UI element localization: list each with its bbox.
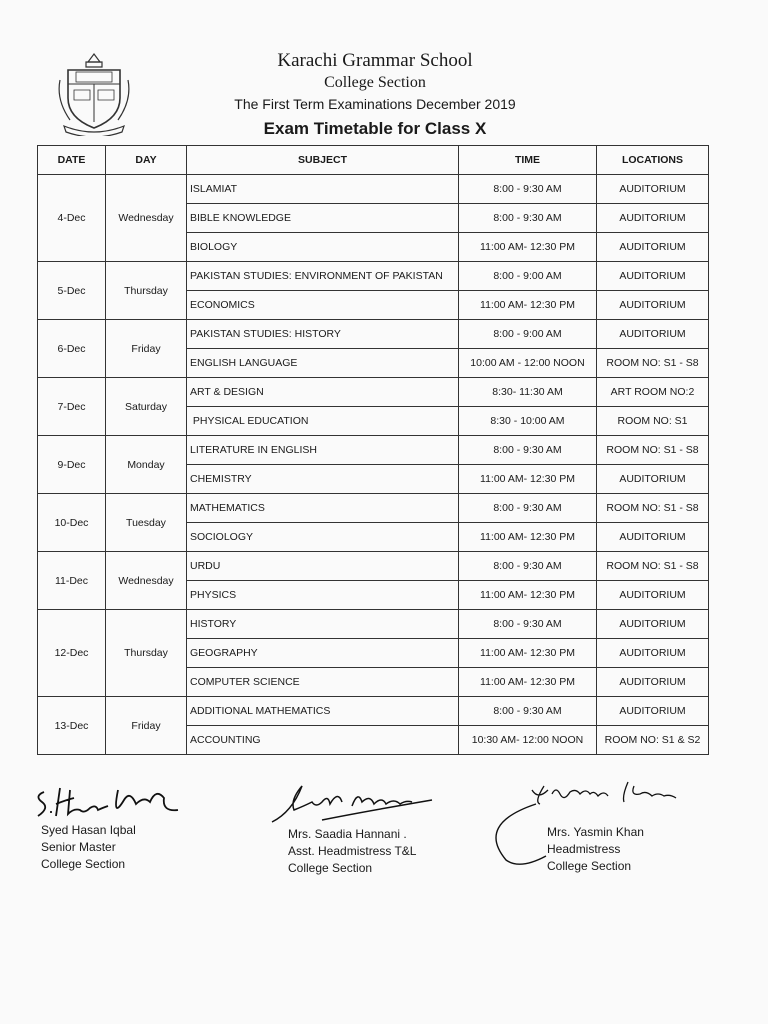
cell-time: 8:00 - 9:30 AM [459,494,597,523]
cell-subject: LITERATURE IN ENGLISH [187,436,459,465]
school-name: Karachi Grammar School [277,50,473,71]
cell-subject: URDU [187,552,459,581]
cell-subject: ART & DESIGN [187,378,459,407]
school-crest-logo [56,50,132,136]
cell-location: AUDITORIUM [597,291,709,320]
cell-location: AUDITORIUM [597,465,709,494]
cell-day: Thursday [106,610,187,697]
table-row [38,494,709,523]
cell-day: Friday [106,320,187,378]
cell-date: 5-Dec [38,262,106,320]
cell-subject: CHEMISTRY [187,465,459,494]
cell-location: ROOM NO: S1 - S8 [597,494,709,523]
cell-location: ROOM NO: S1 - S8 [597,552,709,581]
signatory-role: Asst. Headmistress T&L [288,844,417,858]
cell-day: Tuesday [106,494,187,552]
cell-location: AUDITORIUM [597,581,709,610]
cell-time: 11:00 AM- 12:30 PM [459,523,597,552]
cell-subject: COMPUTER SCIENCE [187,668,459,697]
cell-subject: PHYSICS [187,581,459,610]
cell-subject: BIBLE KNOWLEDGE [187,204,459,233]
cell-subject: PAKISTAN STUDIES: HISTORY [187,320,459,349]
page-title: Exam Timetable for Class X [263,119,487,138]
cell-date: 12-Dec [38,610,106,697]
cell-subject: ACCOUNTING [187,726,459,755]
cell-date: 7-Dec [38,378,106,436]
cell-time: 11:00 AM- 12:30 PM [459,639,597,668]
cell-time: 8:00 - 9:30 AM [459,697,597,726]
cell-location: AUDITORIUM [597,668,709,697]
signatory-dept: College Section [547,859,632,873]
cell-location: AUDITORIUM [597,233,709,262]
signatory-name: Mrs. Saadia Hannani . [288,827,407,841]
cell-location: AUDITORIUM [597,175,709,204]
cell-location: ROOM NO: S1 & S2 [597,726,709,755]
cell-location: AUDITORIUM [597,204,709,233]
cell-day: Friday [106,697,187,755]
cell-day: Saturday [106,378,187,436]
cell-time: 8:00 - 9:30 AM [459,204,597,233]
cell-subject: ENGLISH LANGUAGE [187,349,459,378]
cell-subject: MATHEMATICS [187,494,459,523]
column-header-day: DAY [106,146,187,175]
cell-time: 8:00 - 9:00 AM [459,320,597,349]
table-row [38,262,709,291]
column-header-date: DATE [38,146,106,175]
signature-hasan-iqbal [30,778,230,823]
cell-subject: ECONOMICS [187,291,459,320]
cell-time: 8:00 - 9:30 AM [459,436,597,465]
cell-subject: HISTORY [187,610,459,639]
cell-location: AUDITORIUM [597,320,709,349]
cell-time: 8:00 - 9:30 AM [459,175,597,204]
cell-subject: ADDITIONAL MATHEMATICS [187,697,459,726]
cell-date: 6-Dec [38,320,106,378]
cell-time: 8:00 - 9:30 AM [459,610,597,639]
cell-location: ART ROOM NO:2 [597,378,709,407]
signature-saadia-hannani [262,776,442,826]
signatory-dept: College Section [41,857,126,871]
cell-location: AUDITORIUM [597,639,709,668]
cell-subject: SOCIOLOGY [187,523,459,552]
cell-location: AUDITORIUM [597,262,709,291]
column-header-locations: LOCATIONS [597,146,709,175]
cell-date: 4-Dec [38,175,106,262]
signatory-headmistress [547,824,644,875]
timetable-body [38,175,709,755]
cell-time: 11:00 AM- 12:30 PM [459,233,597,262]
cell-location: ROOM NO: S1 - S8 [597,436,709,465]
cell-time: 10:30 AM- 12:00 NOON [459,726,597,755]
signatory-name: Mrs. Yasmin Khan [547,825,644,839]
table-header-row [38,146,709,175]
table-row [38,610,709,639]
signatory-role: Headmistress [547,842,621,856]
table-row [38,175,709,204]
cell-time: 10:00 AM - 12:00 NOON [459,349,597,378]
cell-day: Thursday [106,262,187,320]
cell-time: 11:00 AM- 12:30 PM [459,291,597,320]
cell-day: Monday [106,436,187,494]
cell-time: 8:00 - 9:30 AM [459,552,597,581]
school-section: College Section [324,74,426,91]
exam-term: The First Term Examinations December 2019 [234,96,516,112]
cell-date: 10-Dec [38,494,106,552]
cell-subject: BIOLOGY [187,233,459,262]
cell-subject: PAKISTAN STUDIES: ENVIRONMENT OF PAKISTAN [187,262,459,291]
cell-location: ROOM NO: S1 - S8 [597,349,709,378]
signatory-dept: College Section [288,861,373,875]
table-row [38,320,709,349]
cell-location: AUDITORIUM [597,523,709,552]
table-row [38,436,709,465]
signatory-role: Senior Master [41,840,116,854]
cell-date: 11-Dec [38,552,106,610]
signatory-senior-master [41,822,136,873]
cell-day: Wednesday [106,552,187,610]
cell-date: 9-Dec [38,436,106,494]
cell-time: 8:30- 11:30 AM [459,378,597,407]
cell-subject: PHYSICAL EDUCATION [187,407,459,436]
cell-time: 11:00 AM- 12:30 PM [459,668,597,697]
cell-time: 11:00 AM- 12:30 PM [459,581,597,610]
table-row [38,697,709,726]
cell-subject: ISLAMIAT [187,175,459,204]
cell-time: 8:30 - 10:00 AM [459,407,597,436]
column-header-subject: SUBJECT [187,146,459,175]
cell-time: 8:00 - 9:00 AM [459,262,597,291]
cell-location: AUDITORIUM [597,610,709,639]
signatory-asst-headmistress [288,826,416,877]
cell-location: AUDITORIUM [597,697,709,726]
cell-subject: GEOGRAPHY [187,639,459,668]
exam-timetable [37,145,709,755]
cell-location: ROOM NO: S1 [597,407,709,436]
cell-time: 11:00 AM- 12:30 PM [459,465,597,494]
column-header-time: TIME [459,146,597,175]
table-row [38,552,709,581]
signatory-name: Syed Hasan Iqbal [41,823,136,837]
cell-date: 13-Dec [38,697,106,755]
cell-day: Wednesday [106,175,187,262]
table-row [38,378,709,407]
